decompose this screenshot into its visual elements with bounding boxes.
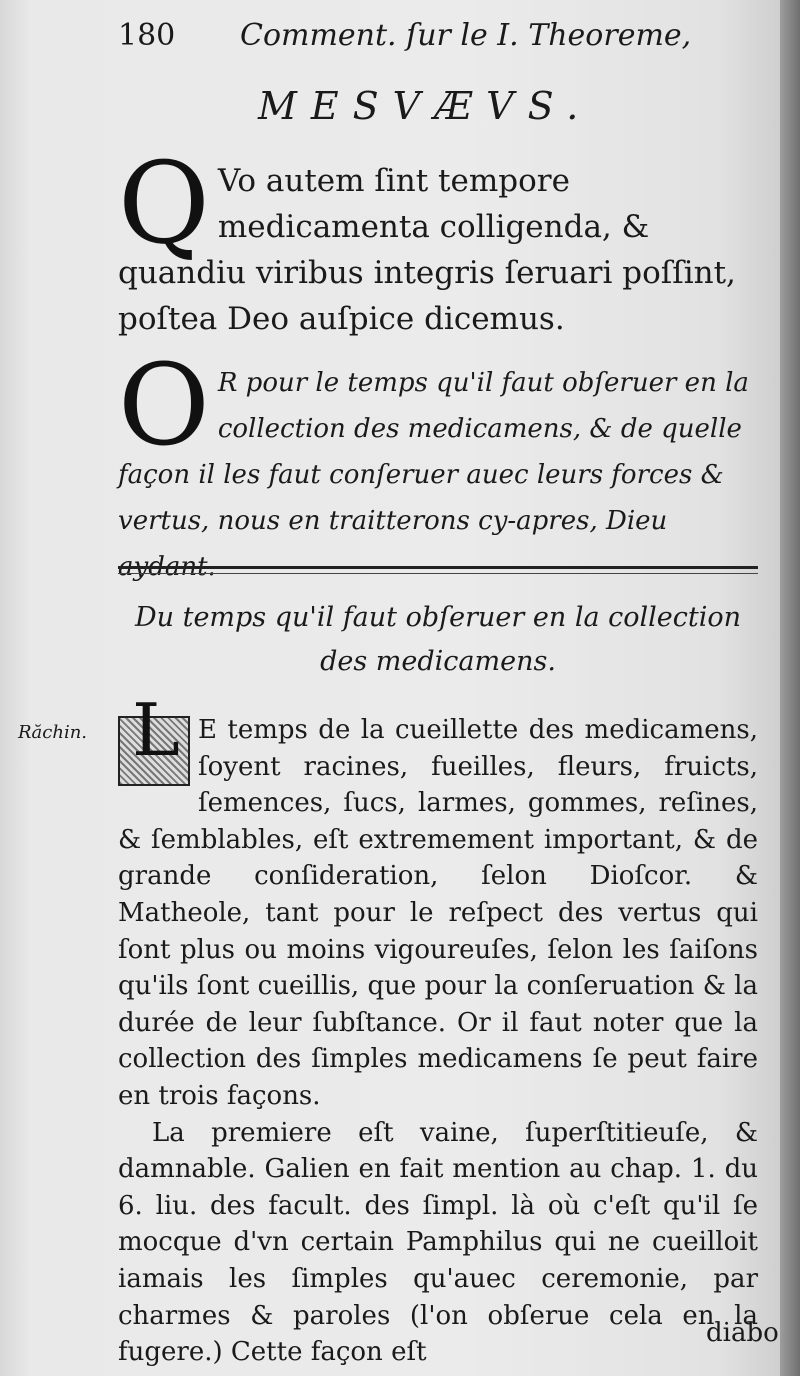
catchword: diabo [706, 1318, 779, 1348]
author-heading: MESVÆVS. [258, 84, 593, 128]
margin-note: Răchin. [18, 722, 88, 743]
body-paragraph-2: La premiere eſt vaine, ſuperſtitieuſe, & damnable. Galien en fait mention au chap. 1. du 6. liu. des facult. des ſimpl. là où c'eſt qu'il ſe mocque d'vn certain Pamphilus qui ne cueilloit iamais les ſimples qu'auec ceremonie, par charmes & paroles (l'on obſerue cela en la fugere.) Cette façon eſt [118, 1117, 758, 1368]
drop-cap: O [118, 341, 210, 471]
book-edge [780, 0, 800, 1376]
section-divider [118, 566, 758, 569]
drop-cap: Q [118, 139, 210, 269]
body-paragraph-1: E temps de la cueillette des medicamens, ſoyent racines, fueilles, fleurs, fruicts, ſemences, ſucs, larmes, gommes, reſines, & ſemblables, eſt extremement important, & de grande conſideration, ſelon Dioſcor. & Matheole, tant pour le reſpect des vertus qui ſont plus ou moins vigoureuſes, ſelon les ſaiſons qu'ils ſont cueillis, que pour la conſeruation & la durée de leur ſubſtance. Or il faut noter que la collection des ſimples medicamens ſe peut faire en trois façons. [118, 715, 758, 1111]
french-paragraph [118, 341, 758, 590]
page-number: 180 [118, 18, 176, 53]
running-title: Comment. ſur le I. Theoreme, [240, 18, 692, 53]
decorated-initial: L [118, 716, 190, 786]
page-header [118, 18, 758, 58]
french-text: R pour le temps qu'il faut obſeruer en la collection des medicamens, & de quelle façon il les faut conſeruer auec leurs forces & vertus, nous en traitterons cy-apres, Dieu aydant. [118, 368, 749, 582]
section-title: Du temps qu'il faut obſeruer en la collection des medicamens. [134, 602, 742, 677]
latin-text: Vo autem ſint tempore medicamenta colligenda, & quandiu viribus integris ſeruari poſſint, poſtea Deo auſpice dicemus. [118, 163, 736, 337]
section-divider-thin [118, 573, 758, 574]
body-text [118, 688, 758, 1371]
latin-paragraph [118, 139, 758, 342]
